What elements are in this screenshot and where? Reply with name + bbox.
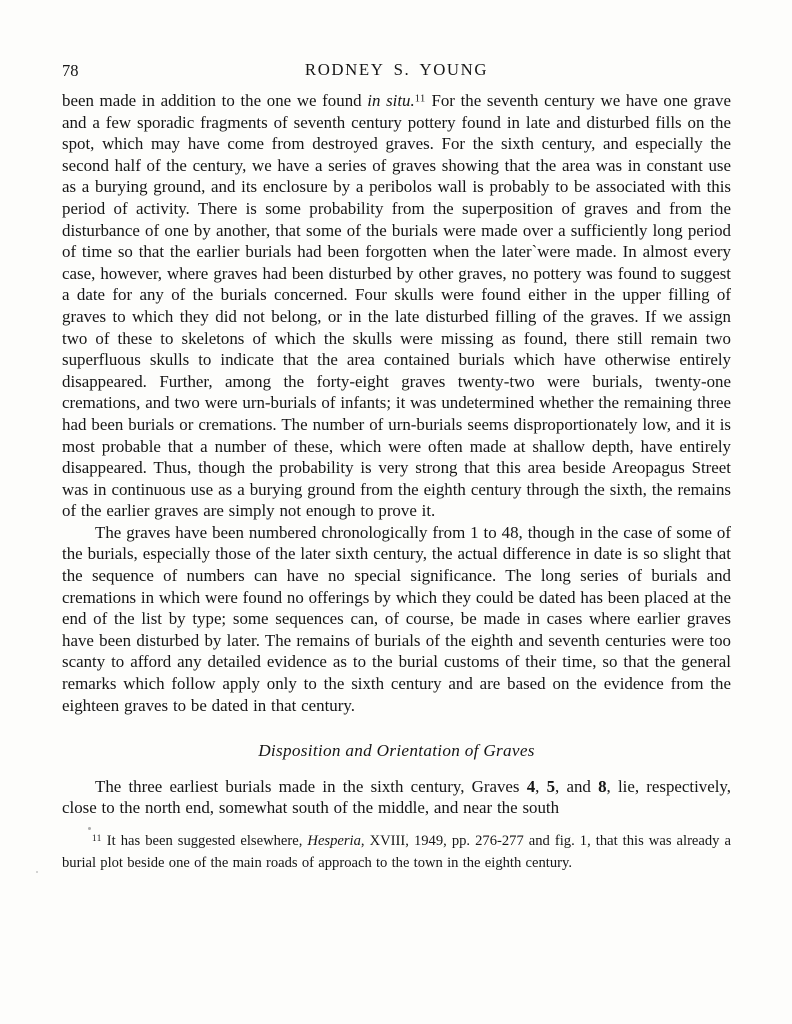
page-header [62, 60, 731, 82]
section-heading: Disposition and Orientation of Graves [258, 741, 535, 761]
body-paragraph-3: The three earliest burials made in the sixth century, Graves 4, 5, and 8, lie, respectively, close to the north end, somewhat south of the middle, and near the south [62, 776, 732, 818]
page-number: 78 [62, 61, 79, 80]
footnote-text: $^{11}$ It has been suggested elsewhere, Hesperia, XVIII, 1949, pp. 276-277 and fig. 1, that this was already a burial plot beside one of the main roads of approach to the town in the eighth century. [62, 832, 731, 871]
body-paragraph-2: The graves have been numbered chronologically from 1 to 48, though in the case of some of the burials, especially those of the later sixth century, the actual difference in date is so slight that the sequence of numbers can have no special significance. The long series of burials and cremations in which were found no offerings by which they could be dated has been placed at the end of the list by type; some sequences can, of course, be made in cases where earlier graves have been disturbed by later. The remains of burials of the eighth and seventh centuries were too scanty to afford any detailed evidence as to the burial customs of their time, so that the general remarks which follow apply only to the sixth century and are based on the evidence from the eighteen graves to be dated in that century. [62, 522, 731, 715]
footnote-block [62, 831, 731, 874]
body-paragraph-1: been made in addition to the one we found in situ.$^{11}$ For the seventh century we have one grave and a few sporadic fragments of seventh century pottery found in late and disturbed fills on the spot, which may have come from destroyed graves. For the sixth century, and especially the second half of the century, we have a series of graves showing that the area was in constant use as a burying ground, and its enclosure by a peribolos wall is probably to be associated with this period of activity. There is some probability from the superposition of graves and from the disturbance of one by another, that some of the burials were made over a sufficiently long period of time so that the earlier burials had been forgotten when the later`were made. In almost every case, however, where graves had been disturbed by other graves, no pottery was found to suggest a date for any of the burials concerned. Four skulls were found either in the upper filling of graves to which they did not belong, or in the late disturbed filling of the graves. If we assign two of these to skeletons of which the skulls were missing as found, there still remain two superfluous skulls to indicate that the area contained burials which have otherwise entirely disappeared. Further, among the forty-eight graves twenty-two were burials, twenty-one cremations, and two were urn-burials of infants; it was undetermined whether the remaining three had been burials or cremations. The number of urn-burials seems disproportionately low, and it is most probable that a number of these, which were often made at shallow depth, have entirely disappeared. Thus, though the probability is very strong that this area beside Areopagus Street was in continuous use as a burying ground from the eighth century through the sixth, the remains of the earlier graves are simply not enough to prove it. [62, 91, 731, 521]
scan-speck [88, 827, 91, 830]
scan-speck [36, 871, 38, 873]
running-title: RODNEY S. YOUNG [304, 60, 489, 79]
text-block [62, 90, 731, 874]
